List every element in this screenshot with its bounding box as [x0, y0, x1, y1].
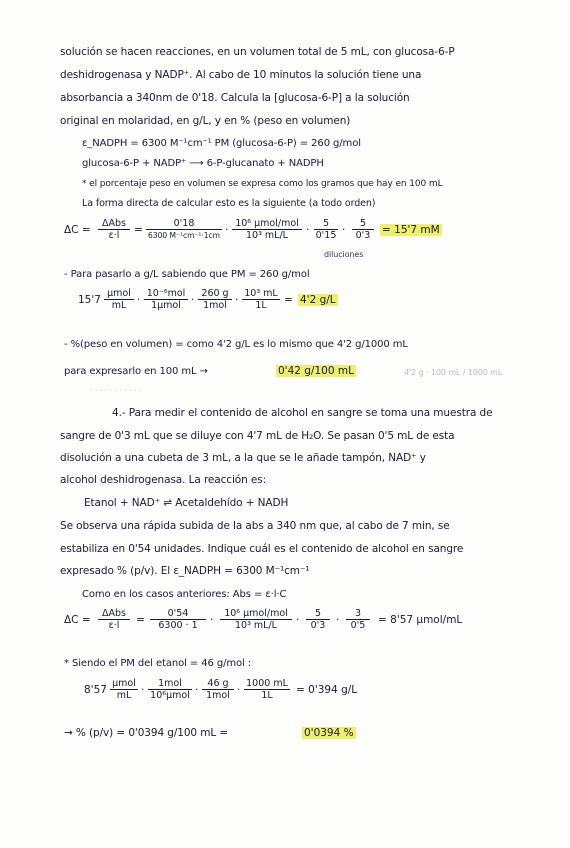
fraction-numerator: 5 [306, 608, 330, 620]
fraction-numerator: µmol [104, 288, 134, 300]
g-fraction-4 [244, 678, 290, 701]
g-fraction-3 [202, 678, 234, 701]
faint-erased-line: · · · · · · · · · · · [90, 386, 142, 395]
problem4-reaction: Etanol + NAD⁺ ⇌ Acetaldehído + NADH [84, 497, 289, 509]
faint-calculation: 4'2 g · 100 mL / 1000 mL [404, 368, 503, 377]
fraction-numerator: 5 [314, 218, 338, 230]
fraction-numerator: 1000 mL [244, 678, 290, 690]
fraction-denominator: 1mol [203, 300, 227, 311]
final-line: → % (p/v) = 0'0394 g/100 mL = [64, 727, 229, 739]
fraction-denominator: 10⁶µmol [150, 690, 190, 701]
fraction-denominator: 1µmol [151, 300, 181, 311]
fraction-denominator: 1L [261, 690, 273, 701]
problem4-line-7: expresado % (p/v). El ε_NADPH = 6300 M⁻¹cm⁻¹ [60, 565, 310, 577]
g-fraction-1 [110, 678, 138, 701]
fraction-numerator: 0'18 [146, 218, 222, 230]
pm-line: * Siendo el PM del etanol = 46 g/mol : [64, 658, 252, 669]
result-concentration: = 15'7 mM [382, 224, 440, 236]
problem4-line-6: estabiliza en 0'54 unidades. Indique cuál es el contenido de alcohol en sangre [60, 543, 464, 555]
fraction-denominator: 10³ mL/L [235, 620, 277, 631]
problem3-line-3: absorbancia a 340nm de 0'18. Calcula la [glucosa-6-P] a la solución [60, 92, 410, 104]
fraction-denominator: 10³ mL/L [246, 230, 288, 241]
g-start-value: 8'57 [84, 684, 107, 696]
gl-fraction-3 [198, 288, 232, 311]
fraction-abs-over-el [98, 608, 130, 631]
result-concentration: = 8'57 µmol/mL [378, 614, 463, 626]
percent-line-2: para expresarlo en 100 mL → [64, 366, 208, 377]
fraction-denominator: 6300 · 1 [158, 620, 198, 631]
gl-start-value: 15'7 [78, 294, 101, 306]
result-percent: 0'0394 % [304, 727, 354, 739]
problem3-line-1: solución se hacen reacciones, en un volumen total de 5 mL, con glucosa-6-P [60, 46, 455, 58]
gl-fraction-2 [144, 288, 188, 311]
problem4-line-2: sangre de 0'3 mL que se diluye con 4'7 mL de H₂O. Se pasan 0'5 mL de esta [60, 430, 455, 442]
fraction-unit-conversion [232, 218, 302, 241]
fraction-numerator: 46 g [202, 678, 234, 690]
result-gl: 4'2 g/L [300, 294, 336, 306]
problem4-line-1: 4.- Para medir el contenido de alcohol en sangre se toma una muestra de [112, 407, 493, 419]
percent-line-1: - %(peso en volumen) = como 4'2 g/L es lo mismo que 4'2 g/1000 mL [64, 339, 408, 350]
fraction-numerator: 10⁶ µmol/mol [232, 218, 302, 230]
g-fraction-2 [148, 678, 192, 701]
fraction-denominator: ε·l [108, 230, 120, 241]
equals-sign: = [134, 224, 143, 236]
problem4-line-3: disolución a una cubeta de 3 mL, a la que se le añade tampón, NAD⁺ y [60, 452, 426, 464]
fraction-unit-conversion [220, 608, 292, 631]
fraction-numerator: 10⁶ µmol/mol [220, 608, 292, 620]
delta-c-label: ΔC = [64, 224, 91, 236]
fraction-numerator: 5 [352, 218, 374, 230]
problem3-line-4: original en molaridad, en g/L, y en % (peso en volumen) [60, 115, 351, 127]
reaction-equation: glucosa-6-P + NADP⁺ ⟶ 6-P-glucanato + NADPH [82, 158, 324, 169]
fraction-denominator: 0'3 [355, 230, 371, 241]
fraction-dilution-1 [306, 608, 330, 631]
fraction-dilution-1 [314, 218, 338, 241]
fraction-dilution-2 [346, 608, 370, 631]
fraction-denominator: mL [116, 690, 132, 701]
delta-c-label: ΔC = [64, 614, 91, 626]
fraction-absorbance-value [146, 218, 222, 241]
fraction-denominator: 0'15 [315, 230, 337, 241]
percent-note: * el porcentaje peso en volumen se expresa como los gramos que hay en 100 mL [82, 179, 443, 189]
gl-fraction-1 [104, 288, 134, 311]
fraction-absorbance-value [150, 608, 206, 631]
fraction-abs-over-el [98, 218, 130, 241]
fraction-numerator: 1mol [148, 678, 192, 690]
notes-page: solución se hacen reacciones, en un volumen total de 5 mL, con glucosa-6-P deshidrogenasa y NADP⁺. Al cabo de 10 minutos la solución tiene una absorbancia a 340nm de 0'18. Calcula la [glucosa-6-P] a la solución original en molaridad, en g/L, y en % (peso en volumen) ε_NADPH = 6300 M⁻¹cm⁻¹ PM (glucosa-6-P) = 260 g/mol glucosa-6-P + NADP⁺ ⟶ 6-P-glucanato + NADPH * el porcentaje peso en volumen se expresa como los gramos que hay en 100 mL La forma directa de calcular esto es la siguiente (a todo orden) ΔC = ΔAbs ε·l = 0'18 6300 M⁻¹cm⁻¹·1cm · 10⁶ µmol/mol 10³ mL/L · $\frac{5}{0'15}$ · $\frac{5}{0'3}$ = 15'7 mM diluciones - Para pasarlo a g/L sabiendo que PM = 260 g/mol 15'7 µmol mL · 10⁻⁶mol 1µmol · 260 g 1mol · $\frac{\text{10³ mL}}{1L}$ = 4'2 g/L - %(peso en volumen) = como 4'2 g/L es lo mismo que 4'2 g/1000 mL para expresarlo en 100 mL → 0'42 g/100 mL 4'2 g · 100 mL / 1000 mL · · · · · · · · · · · 4.- Para medir el contenido de alcohol en sangre se toma una muestra de sangre de 0'3 mL que se diluye con 4'7 mL de H₂O. Se pasan 0'5 mL de esta disolución a una cubeta de 3 mL, a la que se le añade tampón, NAD⁺ y alcohol deshidrogenasa. La reacción es: Etanol + NAD⁺ ⇌ Acetaldehído + NADH Se observa una rápida subida de la abs a 340 nm que, al cabo de 7 min, se estabiliza en 0'54 unidades. Indique cuál es el contenido de alcohol en sangre expresado % (p/v). El ε_NADPH = 6300 M⁻¹cm⁻¹ Como en los casos anteriores: Abs = ε·l·C ΔC = ΔAbs ε·l = $\frac{0'54}{6300 \cdot 1}$ · 10⁶ µmol/mol 10³ mL/L · $\frac{5}{0'3}$ · $\frac{3}{0'5}$ = 8'57 µmol/mL * Siendo el PM del etanol = 46 g/mol : 8'57 µmol mL · 1mol 10⁶µmol · 46 g 1mol · $\frac{1000 mL}{1L}$ = 0'394 g/L → % (p/v) = 0'0394 g/100 mL = 0'0394 % [60, 46, 503, 739]
fraction-numerator: 3 [346, 608, 370, 620]
fraction-denominator: 1L [255, 300, 267, 311]
dilutions-label: diluciones [324, 250, 364, 259]
fraction-denominator: 0'3 [310, 620, 326, 631]
result-gl: = 0'394 g/L [296, 684, 358, 696]
fraction-numerator: ΔAbs [98, 218, 130, 230]
problem4-line-5: Se observa una rápida subida de la abs a 340 nm que, al cabo de 7 min, se [60, 520, 450, 532]
fraction-numerator: µmol [110, 678, 138, 690]
fraction-denominator: mL [111, 300, 127, 311]
fraction-numerator: 0'54 [150, 608, 206, 620]
fraction-dilution-2 [352, 218, 374, 241]
fraction-numerator: 260 g [198, 288, 232, 300]
problem3-line-2: deshidrogenasa y NADP⁺. Al cabo de 10 minutos la solución tiene una [60, 69, 422, 81]
fraction-denominator: 0'5 [350, 620, 366, 631]
gl-fraction-4 [242, 288, 280, 311]
gl-intro: - Para pasarlo a g/L sabiendo que PM = 260 g/mol [64, 269, 310, 280]
fraction-denominator: 1mol [206, 690, 230, 701]
problem4-intro: Como en los casos anteriores: Abs = ε·l·C [82, 589, 287, 600]
fraction-denominator: ε·l [108, 620, 120, 631]
fraction-numerator: 10³ mL [242, 288, 280, 300]
equals-sign: = [136, 614, 145, 626]
fraction-numerator: 10⁻⁶mol [144, 288, 188, 300]
fraction-numerator: ΔAbs [98, 608, 130, 620]
problem4-line-4: alcohol deshidrogenasa. La reacción es: [60, 474, 267, 486]
given-data: ε_NADPH = 6300 M⁻¹cm⁻¹ PM (glucosa-6-P) = 260 g/mol [82, 138, 361, 149]
method-line: La forma directa de calcular esto es la siguiente (a todo orden) [82, 198, 376, 209]
result-percent: 0'42 g/100 mL [278, 365, 354, 377]
fraction-denominator: 6300 M⁻¹cm⁻¹·1cm [148, 231, 220, 240]
